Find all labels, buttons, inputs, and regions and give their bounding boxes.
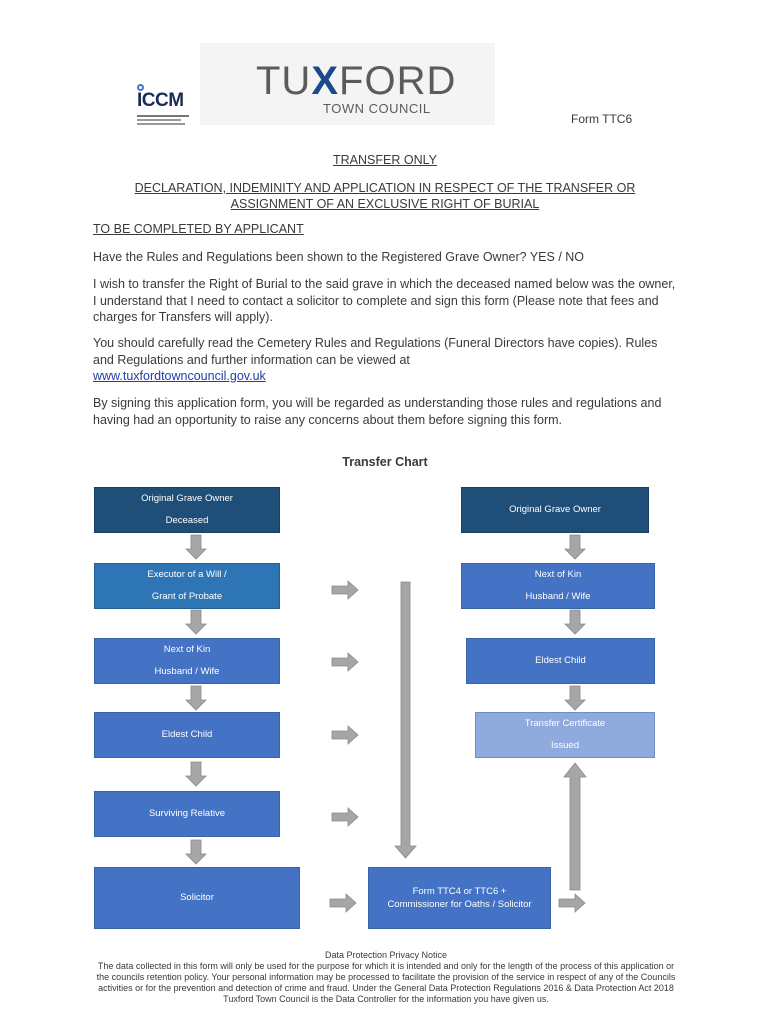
title-transfer-only: TRANSFER ONLY — [333, 153, 437, 167]
title-declaration: DECLARATION, INDEMINITY AND APPLICATION IN RESPECT OF THE TRANSFER OR ASSIGNMENT OF AN EXCLUSIVE RIGHT OF BURIAL — [134, 181, 636, 211]
box-line: Executor of a Will / — [147, 569, 227, 580]
box-line: Surviving Relative — [148, 808, 226, 819]
box-line: Deceased — [165, 515, 209, 526]
tuxford-logo-wordmark: TUXFORD — [256, 59, 457, 103]
down-arrow-icon — [186, 535, 206, 559]
down-arrow-icon — [565, 686, 585, 710]
long-down-arrow-icon — [395, 582, 416, 858]
box-line: Issued — [551, 740, 579, 751]
box-line: Commissioner for Oaths / Solicitor — [387, 899, 532, 910]
read-paragraph-text: You should carefully read the Cemetery Rules and Regulations (Funeral Directors have copies). Rules and Regulations and further information can be viewed at — [93, 336, 658, 367]
tuxford-logo-subtitle: TOWN COUNCIL — [323, 101, 431, 116]
right-arrow-icon — [559, 894, 585, 912]
right-arrow-icon — [330, 894, 356, 912]
box-line: Solicitor — [180, 892, 214, 903]
box-line: Original Grave Owner — [509, 504, 601, 515]
box-line: Eldest Child — [161, 729, 213, 740]
box-line: Husband / Wife — [154, 666, 220, 677]
box-line: Form TTC4 or TTC6 + — [412, 886, 507, 897]
down-arrow-icon — [565, 610, 585, 634]
applicant-heading: TO BE COMPLETED BY APPLICANT — [93, 222, 304, 236]
box-line: Next of Kin — [534, 569, 582, 580]
box-line: Husband / Wife — [525, 591, 591, 602]
rules-question: Have the Rules and Regulations been shown to the Registered Grave Owner? YES / NO — [93, 250, 585, 264]
right-arrow-icon — [332, 808, 358, 826]
right-arrow-icon — [332, 653, 358, 671]
box-line: Grant of Probate — [151, 591, 223, 602]
council-website-link[interactable]: www.tuxfordtowncouncil.gov.uk — [93, 369, 266, 383]
signing-paragraph: By signing this application form, you will be regarded as understanding those rules and regulations and having had an opportunity to raise any concerns about them before signing this form. — [93, 396, 662, 427]
long-up-arrow-icon — [564, 763, 586, 890]
transfer-paragraph: I wish to transfer the Right of Burial to the said grave in which the deceased named below was the owner, I understand that I need to contact a solicitor to complete and sign this form (Please note that fees and charges for Transfers will apply). — [93, 277, 676, 324]
privacy-notice-title: Data Protection Privacy Notice — [324, 950, 448, 960]
right-arrow-icon — [332, 726, 358, 744]
box-line: Original Grave Owner — [141, 493, 233, 504]
box-line: Eldest Child — [535, 655, 586, 666]
box-line: Transfer Certificate — [524, 718, 606, 729]
box-line: Next of Kin — [163, 644, 211, 655]
right-arrow-icon — [332, 581, 358, 599]
down-arrow-icon — [186, 762, 206, 786]
privacy-notice — [92, 950, 680, 1005]
iccm-logo-text: ICCM — [137, 90, 184, 111]
form-id: Form TTC6 — [571, 112, 633, 126]
down-arrow-icon — [186, 610, 206, 634]
down-arrow-icon — [186, 840, 206, 864]
down-arrow-icon — [186, 686, 206, 710]
down-arrow-icon — [565, 535, 585, 559]
privacy-notice-text: The data collected in this form will only be used for the purpose for which it is intended and only for the length of the process of this application or the councils retention policy. Your personal information may be processed to facilitate the provision of the service in respect of any of the Councils activities or for the prevention and detection of crime and fraud. Under the General Data Protection Regulations 2016 & Data Protection Act 2018 Tuxford Town Council is the Data Controller for the information you have given us. — [96, 961, 676, 1004]
chart-title: Transfer Chart — [342, 455, 428, 469]
